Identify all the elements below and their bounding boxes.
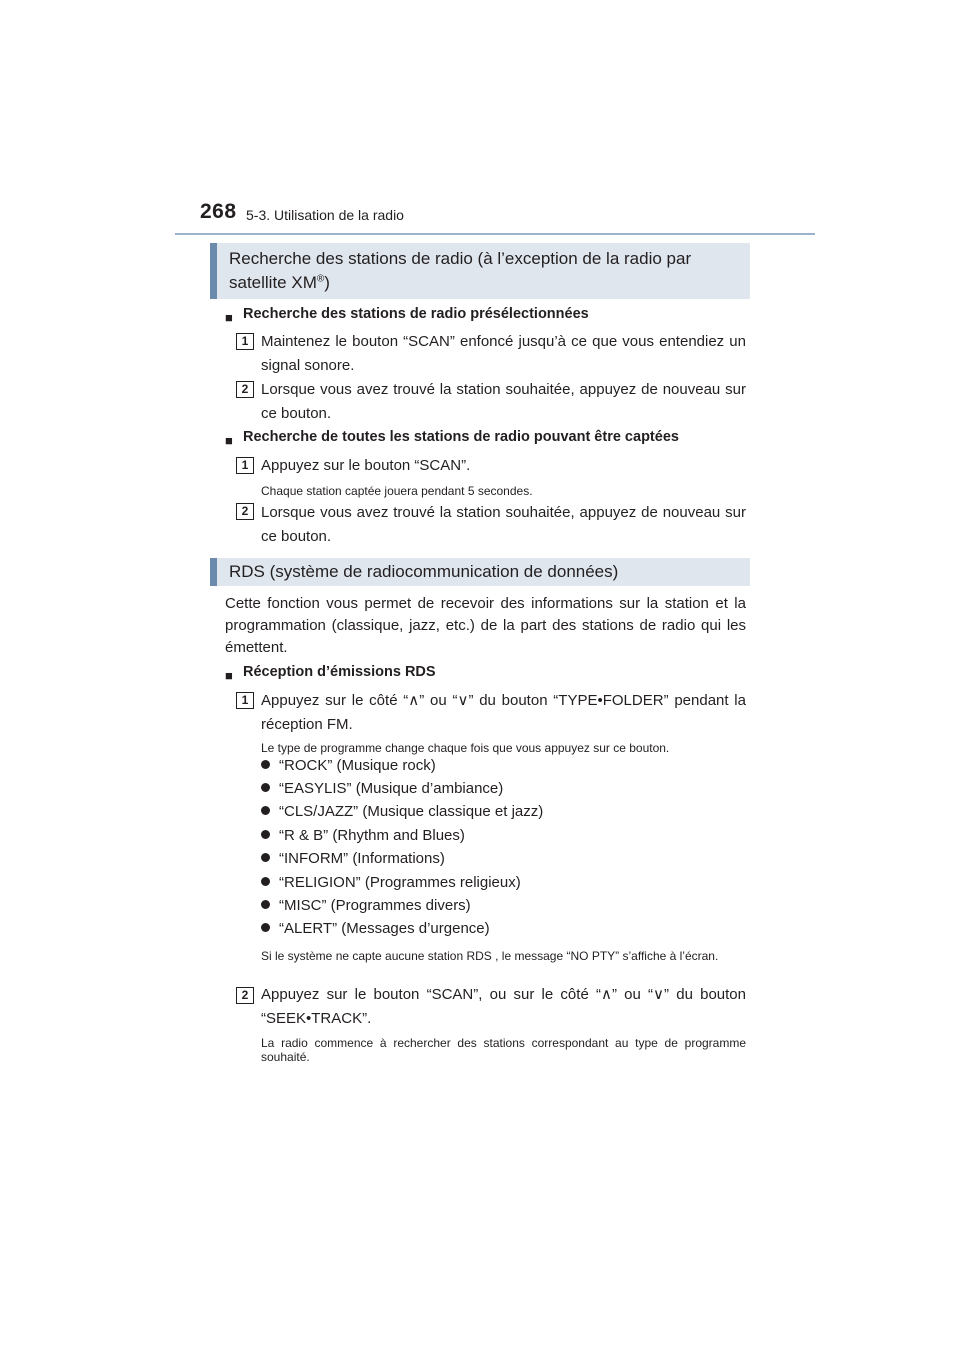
program-type-item: “R & B” (Rhythm and Blues) <box>261 826 465 846</box>
section-heading-text: Recherche des stations de radio (à l’exception de la radio par satellite XM <box>229 249 692 292</box>
step-number-badge: 1 <box>236 333 254 350</box>
subheading-rds-reception: Réception d’émissions RDS <box>243 664 436 680</box>
step-note: Chaque station captée jouera pendant 5 secondes. <box>261 484 533 498</box>
bullet-dot-icon <box>261 877 270 886</box>
section-heading-radio-search <box>210 243 750 299</box>
rds-intro-paragraph: Cette fonction vous permet de recevoir des informations sur la station et la programmation (classique, jazz, etc.) de la part des stations de radio qui les émettent. <box>225 595 746 656</box>
bullet-dot-icon <box>261 830 270 839</box>
program-type-item: “MISC” (Programmes divers) <box>261 896 471 916</box>
bullet-dot-icon <box>261 806 270 815</box>
step-text: Appuyez sur le bouton “SCAN”. <box>261 457 471 474</box>
step-note: Si le système ne capte aucune station RDS , le message “NO PTY” s’affiche à l’écran. <box>261 949 719 963</box>
section-heading-text: RDS (système de radiocommunication de données) <box>229 562 619 581</box>
bullet-dot-icon <box>261 900 270 909</box>
step-number-badge: 1 <box>236 457 254 474</box>
step-number-badge: 2 <box>236 381 254 398</box>
program-type-item: “ROCK” (Musique rock) <box>261 756 436 776</box>
bullet-dot-icon <box>261 853 270 862</box>
step-number-badge: 1 <box>236 692 254 709</box>
bullet-dot-icon <box>261 923 270 932</box>
square-bullet-icon: ■ <box>225 668 233 683</box>
program-type-item: “CLS/JAZZ” (Musique classique et jazz) <box>261 802 543 822</box>
program-type-item: “ALERT” (Messages d’urgence) <box>261 919 490 939</box>
step-note: La radio commence à rechercher des stations correspondant au type de programme souhaité. <box>261 1036 746 1064</box>
registered-mark: ® <box>316 273 325 285</box>
bullet-dot-icon <box>261 783 270 792</box>
section-heading-rds <box>210 558 750 586</box>
square-bullet-icon: ■ <box>225 433 233 448</box>
page-number: 268 <box>200 200 237 223</box>
program-type-item: “RELIGION” (Programmes religieux) <box>261 873 521 893</box>
step-text: Appuyez sur le côté “∧” ou “∨” du bouton “TYPE•FOLDER” pendant la réception FM. <box>261 692 746 733</box>
header-divider <box>175 233 815 235</box>
step-text: Maintenez le bouton “SCAN” enfoncé jusqu’à ce que vous entendiez un signal sonore. <box>261 333 746 374</box>
step-text: Lorsque vous avez trouvé la station souhaitée, appuyez de nouveau sur ce bouton. <box>261 504 746 545</box>
section-heading-end: ) <box>324 273 330 292</box>
program-type-item: “INFORM” (Informations) <box>261 849 445 869</box>
program-type-item: “EASYLIS” (Musique d’ambiance) <box>261 779 503 799</box>
section-breadcrumb: 5-3. Utilisation de la radio <box>246 207 404 223</box>
step-number-badge: 2 <box>236 987 254 1004</box>
subheading-preset-search: Recherche des stations de radio présélectionnées <box>243 306 589 322</box>
step-text: Appuyez sur le bouton “SCAN”, ou sur le côté “∧” ou “∨” du bouton “SEEK•TRACK”. <box>261 986 746 1027</box>
bullet-dot-icon <box>261 760 270 769</box>
step-note: Le type de programme change chaque fois que vous appuyez sur ce bouton. <box>261 741 670 755</box>
step-number-badge: 2 <box>236 503 254 520</box>
square-bullet-icon: ■ <box>225 310 233 325</box>
step-text: Lorsque vous avez trouvé la station souhaitée, appuyez de nouveau sur ce bouton. <box>261 381 746 422</box>
subheading-all-stations-search: Recherche de toutes les stations de radio pouvant être captées <box>243 429 679 445</box>
